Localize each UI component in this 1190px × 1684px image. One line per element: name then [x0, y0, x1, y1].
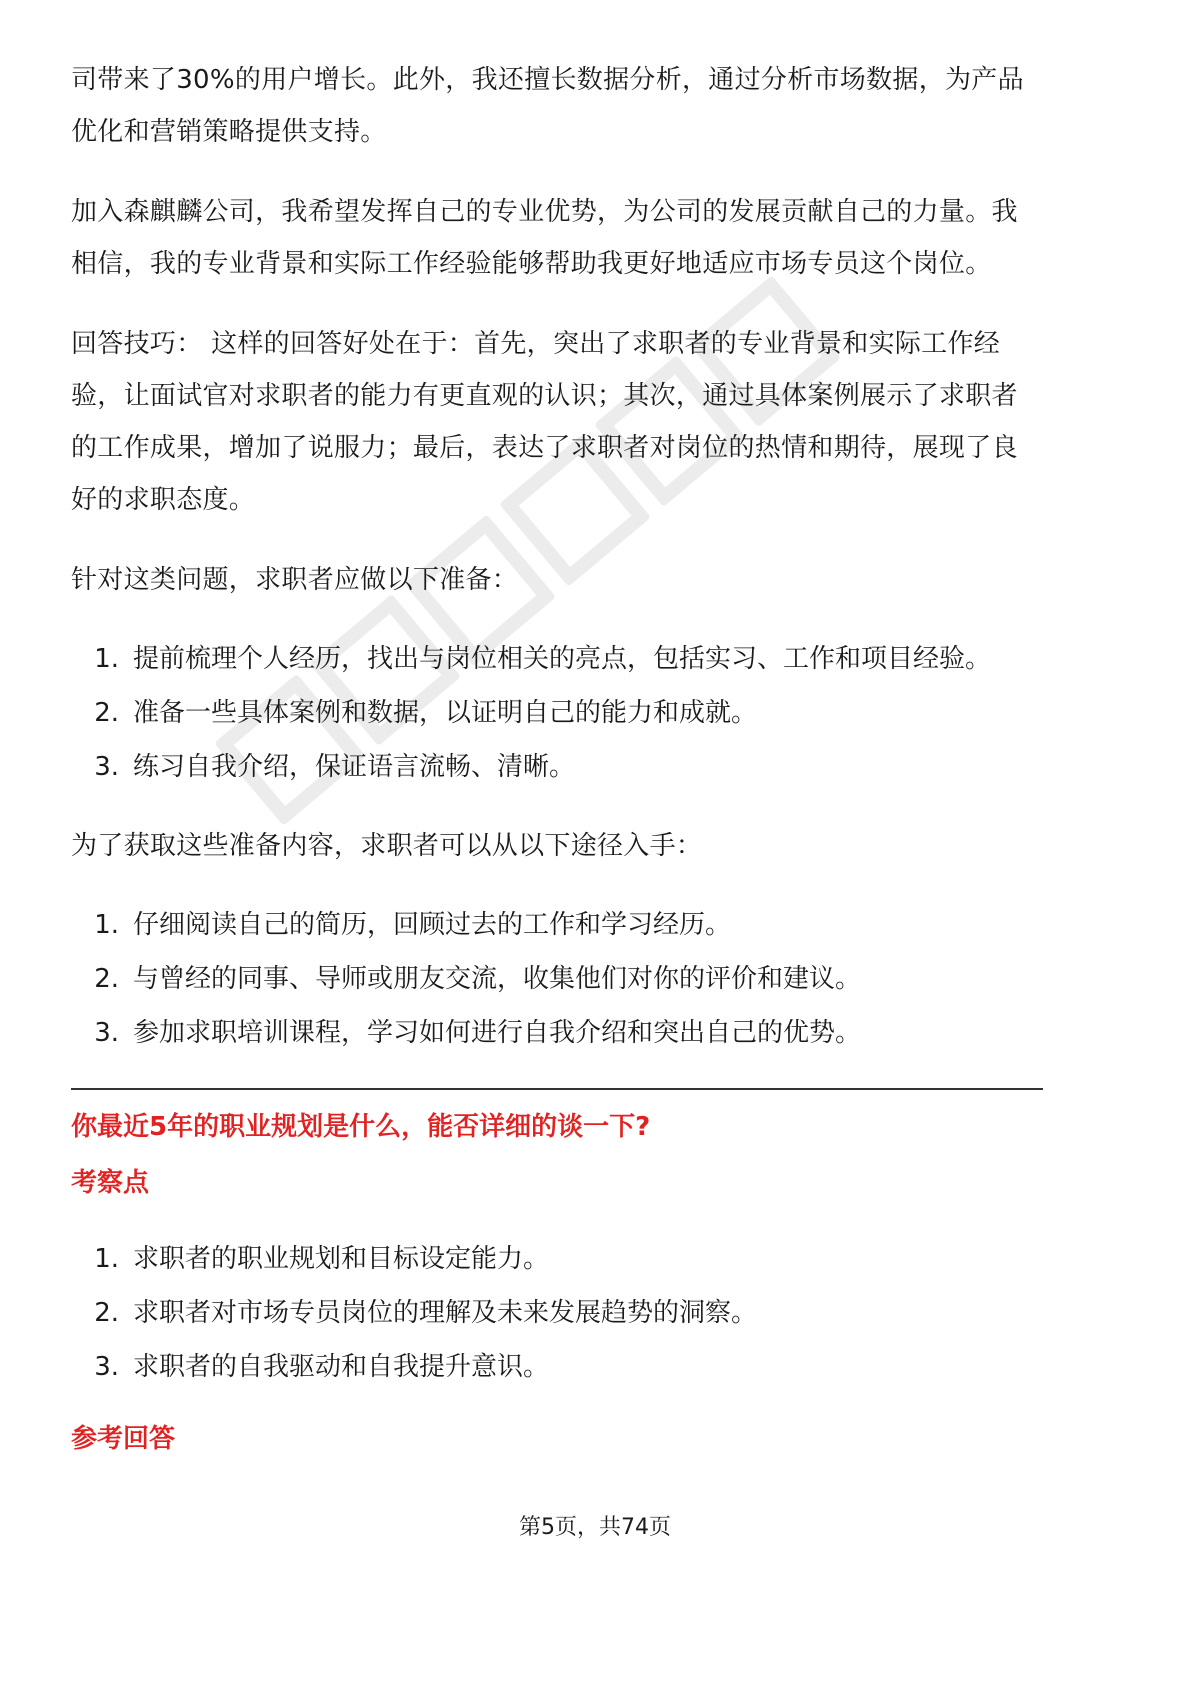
list-number: 2. — [94, 698, 119, 728]
source-list — [71, 898, 1121, 1060]
list-number: 3. — [94, 752, 119, 782]
answer-heading: 参考回答 — [71, 1424, 176, 1454]
list-item — [71, 632, 1121, 686]
paragraph-line: 优化和营销策略提供支持。 — [71, 117, 387, 147]
list-item — [71, 952, 1121, 1006]
list-text: 准备一些具体案例和数据，以证明自己的能力和成就。 — [133, 698, 758, 728]
list-number: 1. — [94, 910, 119, 940]
list-text: 提前梳理个人经历，找出与岗位相关的亮点，包括实习、工作和项目经验。 — [133, 644, 992, 674]
list-text: 练习自我介绍，保证语言流畅、清晰。 — [133, 752, 576, 782]
list-text: 求职者的自我驱动和自我提升意识。 — [133, 1352, 550, 1382]
question-title: 你最近5年的职业规划是什么，能否详细的谈一下? — [71, 1112, 651, 1142]
list-number: 3. — [94, 1352, 119, 1382]
list-text: 参加求职培训课程，学习如何进行自我介绍和突出自己的优势。 — [133, 1018, 862, 1048]
paragraph-line: 司带来了30%的用户增长。此外，我还擅长数据分析，通过分析市场数据，为产品 — [71, 65, 1024, 95]
document-content — [71, 54, 1121, 1464]
paragraph-answer-tips — [71, 318, 1121, 526]
list-text: 仔细阅读自己的简历，回顾过去的工作和学习经历。 — [133, 910, 732, 940]
list-item — [71, 686, 1121, 740]
list-number: 1. — [94, 644, 119, 674]
prep-list — [71, 632, 1121, 794]
paragraph-intro — [71, 54, 1121, 158]
paragraph-line: 加入森麒麟公司，我希望发挥自己的专业优势，为公司的发展贡献自己的力量。我 — [71, 197, 1018, 227]
list-text: 求职者的职业规划和目标设定能力。 — [133, 1244, 550, 1274]
list-item — [71, 1006, 1121, 1060]
list-item — [71, 1340, 1121, 1394]
paragraph-line: 好的求职态度。 — [71, 485, 256, 515]
section-divider — [71, 1088, 1043, 1090]
paragraph-line: 相信，我的专业背景和实际工作经验能够帮助我更好地适应市场专员这个岗位。 — [71, 249, 992, 279]
list-number: 1. — [94, 1244, 119, 1274]
list-item — [71, 1286, 1121, 1340]
list-text: 与曾经的同事、导师或朋友交流，收集他们对你的评价和建议。 — [133, 964, 862, 994]
page-footer: 第5页，共74页 — [519, 1515, 671, 1540]
paragraph-line: 的工作成果，增加了说服力；最后，表达了求职者对岗位的热情和期待，展现了良 — [71, 433, 1018, 463]
paragraph-line: 回答技巧： 这样的回答好处在于：首先，突出了求职者的专业背景和实际工作经 — [71, 329, 1001, 359]
list-item — [71, 1232, 1121, 1286]
paragraph-line: 验，让面试官对求职者的能力有更直观的认识；其次，通过具体案例展示了求职者 — [71, 381, 1018, 411]
list-number: 2. — [94, 1298, 119, 1328]
list-item — [71, 898, 1121, 952]
list-number: 2. — [94, 964, 119, 994]
focus-list — [71, 1232, 1121, 1394]
list-number: 3. — [94, 1018, 119, 1048]
paragraph-motivation — [71, 186, 1121, 290]
paragraph-prep-intro: 针对这类问题，求职者应做以下准备： — [71, 565, 519, 595]
paragraph-source-intro: 为了获取这些准备内容，求职者可以从以下途径入手： — [71, 831, 703, 861]
list-text: 求职者对市场专员岗位的理解及未来发展趋势的洞察。 — [133, 1298, 758, 1328]
list-item — [71, 740, 1121, 794]
focus-heading: 考察点 — [71, 1168, 150, 1198]
